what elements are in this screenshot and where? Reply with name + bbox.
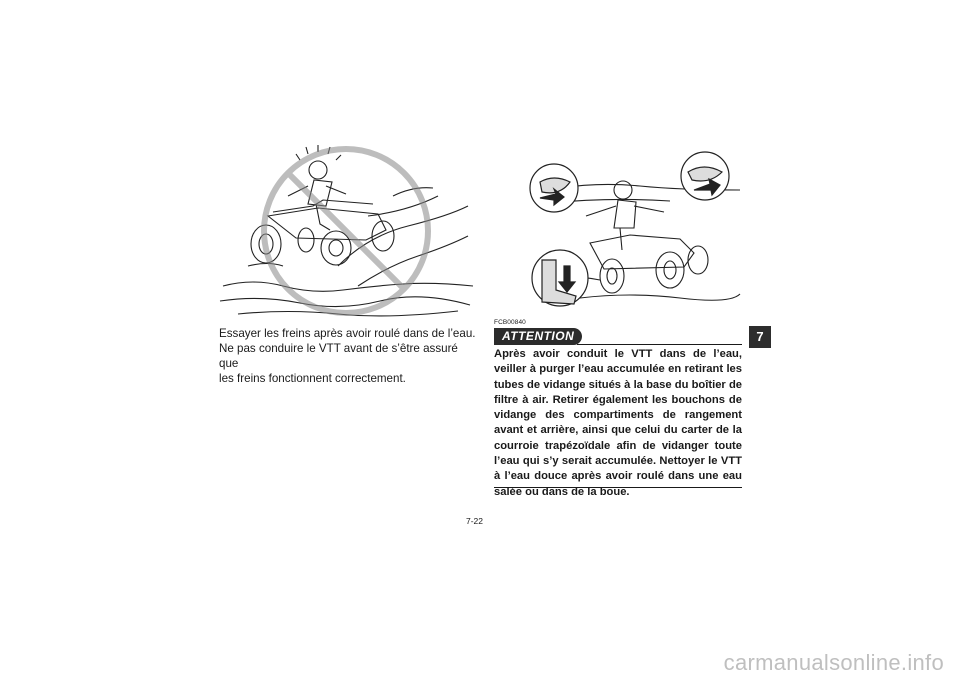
caption-line: Ne pas conduire le VTT avant de s’être assuré que bbox=[219, 342, 458, 370]
attention-label: ATTENTION bbox=[494, 328, 582, 345]
caption-line: Essayer les freins après avoir roulé dans de l’eau. bbox=[219, 327, 476, 340]
attention-rule bbox=[577, 344, 742, 345]
atv-drain-illustration bbox=[520, 148, 748, 316]
attention-text: Après avoir conduit le VTT dans de l’eau, veiller à purger l’eau accumulée en retirant les tubes de vidange situés à la base du boîtier de filtre à air. Retirer également les bouchons de vidange des compartiments de rangement avant et arrière, ainsi que celui du carter de la courroie trapézoïdale afin de vidanger toute l’eau qui s’y serait accumulée. Nettoyer le VTT à l’eau douce après avoir roulé dans une eau salée ou dans de la boue. bbox=[494, 348, 742, 498]
notice-code: FCB00840 bbox=[494, 319, 526, 326]
watermark: carmanualsonline.info bbox=[723, 650, 944, 675]
caption bbox=[219, 326, 479, 386]
atv-water-prohibited-illustration bbox=[218, 136, 476, 321]
caption-line: les freins fonctionnent correctement. bbox=[219, 372, 406, 385]
attention-header bbox=[494, 328, 742, 345]
chapter-tab: 7 bbox=[749, 326, 771, 348]
page-number: 7-22 bbox=[466, 516, 484, 526]
attention-bottom-rule bbox=[494, 487, 742, 488]
